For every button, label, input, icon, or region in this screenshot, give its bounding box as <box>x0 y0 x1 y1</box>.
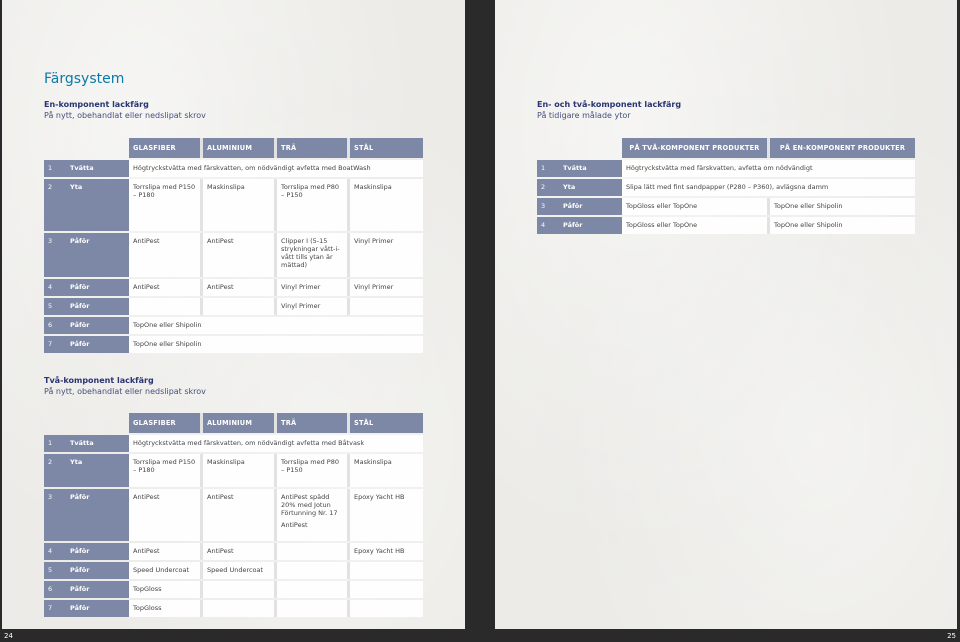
cell: Speed Undercoat <box>129 562 203 579</box>
cell: Maskinslipa <box>350 179 423 231</box>
table-row <box>44 489 423 541</box>
cell: Speed Undercoat <box>203 562 277 579</box>
row-number: 7 <box>44 600 66 617</box>
row-number: 3 <box>537 198 559 215</box>
table-header-row <box>537 138 915 158</box>
cell: Torrslipa med P150 – P180 <box>129 454 203 487</box>
section3-subtitle: På tidigare målade ytor <box>537 111 631 120</box>
row-step: Påför <box>66 543 129 560</box>
row-number: 1 <box>44 435 66 452</box>
table-row <box>44 298 423 315</box>
cell <box>350 581 423 598</box>
col-header-tra: TRÄ <box>277 413 350 433</box>
row-span-text: TopOne eller Shipolin <box>129 317 423 334</box>
row-step: Yta <box>66 179 129 231</box>
table-row <box>44 279 423 296</box>
table-header-row <box>44 138 423 158</box>
cell <box>277 543 350 560</box>
table-en-komponent <box>44 136 423 355</box>
table-row <box>44 543 423 560</box>
row-number: 1 <box>44 160 66 177</box>
cell <box>277 581 350 598</box>
table-row <box>44 160 423 177</box>
row-span-text: Högtryckstvätta med färskvatten, avfetta om nödvändigt <box>622 160 915 177</box>
cell <box>277 600 350 617</box>
cell: TopGloss eller TopOne <box>622 198 770 215</box>
cell: Epoxy Yacht HB <box>350 543 423 560</box>
section1-subtitle: På nytt, obehandlat eller nedslipat skrov <box>44 111 206 120</box>
table-row <box>537 217 915 234</box>
col-header-aluminium: ALUMINIUM <box>203 413 277 433</box>
section3-heading: En- och två-komponent lackfärg <box>537 100 682 109</box>
cell: AntiPest <box>129 543 203 560</box>
cell: Vinyl Primer <box>350 233 423 277</box>
table-row <box>44 454 423 487</box>
table-tva-komponent <box>44 411 423 619</box>
section1-heading: En-komponent lackfärg <box>44 100 149 109</box>
table-header-row <box>44 413 423 433</box>
table-row <box>44 435 423 452</box>
row-step: Yta <box>559 179 622 196</box>
row-number: 4 <box>44 543 66 560</box>
cell: AntiPest <box>203 543 277 560</box>
row-span-text: Högtryckstvätta med färskvatten, om nödvändigt avfetta med BoatWash <box>129 160 423 177</box>
cell <box>203 298 277 315</box>
cell <box>350 562 423 579</box>
cell: Torrslipa med P80 – P150 <box>277 179 350 231</box>
col-header-aluminium: ALUMINIUM <box>203 138 277 158</box>
cell <box>350 298 423 315</box>
cell: TopGloss <box>129 600 203 617</box>
page-title: Färgsystem <box>44 71 125 87</box>
row-number: 2 <box>537 179 559 196</box>
col-header-glasfiber: GLASFIBER <box>129 138 203 158</box>
row-step: Påför <box>66 233 129 277</box>
row-number: 3 <box>44 233 66 277</box>
row-step: Påför <box>66 317 129 334</box>
row-number: 6 <box>44 317 66 334</box>
row-span-text: TopOne eller Shipolin <box>129 336 423 353</box>
row-span-text: Högtryckstvätta med färskvatten, om nödvändigt avfetta med Båtvask <box>129 435 423 452</box>
cell: Clipper I (5-15 strykningar vått-i-vått tills ytan är mättad) <box>277 233 350 277</box>
cell <box>350 600 423 617</box>
cell: AntiPest <box>203 233 277 277</box>
left-page <box>2 0 465 629</box>
row-number: 6 <box>44 581 66 598</box>
cell <box>203 600 277 617</box>
row-step: Påför <box>66 581 129 598</box>
col-header-stal: STÅL <box>350 413 423 433</box>
row-number: 1 <box>537 160 559 177</box>
table-row <box>44 600 423 617</box>
col-header-stal: STÅL <box>350 138 423 158</box>
cell-multi <box>277 489 350 541</box>
section2-heading: Två-komponent lackfärg <box>44 376 154 385</box>
row-step: Påför <box>559 198 622 215</box>
table-tidigare-malade <box>537 136 915 236</box>
cell: Torrslipa med P150 – P180 <box>129 179 203 231</box>
page-number-right: 25 <box>947 632 956 640</box>
table-row <box>44 336 423 353</box>
cell: Epoxy Yacht HB <box>350 489 423 541</box>
table-row <box>537 160 915 177</box>
row-number: 2 <box>44 179 66 231</box>
table-row <box>537 198 915 215</box>
row-step: Tvätta <box>66 435 129 452</box>
table-row <box>44 581 423 598</box>
col-header-tva-komponent: PÅ TVÅ-KOMPONENT PRODUKTER <box>622 138 770 158</box>
table-row <box>44 179 423 231</box>
row-step: Yta <box>66 454 129 487</box>
cell: AntiPest <box>203 279 277 296</box>
cell: TopOne eller Shipolin <box>770 198 915 215</box>
row-step: Tvätta <box>66 160 129 177</box>
cell-text-extra: AntiPest <box>281 521 308 529</box>
cell: AntiPest <box>129 489 203 541</box>
row-span-text: Slipa lätt med fint sandpapper (P280 – P360), avlägsna damm <box>622 179 915 196</box>
cell: AntiPest <box>203 489 277 541</box>
row-number: 4 <box>537 217 559 234</box>
row-number: 5 <box>44 562 66 579</box>
row-step: Tvätta <box>559 160 622 177</box>
col-header-tra: TRÄ <box>277 138 350 158</box>
cell: TopGloss <box>129 581 203 598</box>
col-header-glasfiber: GLASFIBER <box>129 413 203 433</box>
row-number: 5 <box>44 298 66 315</box>
row-step: Påför <box>66 562 129 579</box>
table-row <box>537 179 915 196</box>
cell: Maskinslipa <box>203 454 277 487</box>
cell: Maskinslipa <box>350 454 423 487</box>
row-step: Påför <box>66 279 129 296</box>
row-step: Påför <box>559 217 622 234</box>
cell: Torrslipa med P80 – P150 <box>277 454 350 487</box>
row-number: 3 <box>44 489 66 541</box>
cell <box>277 562 350 579</box>
cell: TopOne eller Shipolin <box>770 217 915 234</box>
cell: Vinyl Primer <box>350 279 423 296</box>
row-number: 4 <box>44 279 66 296</box>
table-row <box>44 233 423 277</box>
table-row <box>44 317 423 334</box>
cell: Vinyl Primer <box>277 279 350 296</box>
table-row <box>44 562 423 579</box>
row-number: 2 <box>44 454 66 487</box>
row-step: Påför <box>66 600 129 617</box>
cell <box>129 298 203 315</box>
right-page <box>495 0 957 629</box>
cell: AntiPest <box>129 279 203 296</box>
cell-text: AntiPest spädd 20% med Jotun Förtunning Nr. 17 <box>281 493 338 517</box>
cell: TopGloss eller TopOne <box>622 217 770 234</box>
cell: Maskinslipa <box>203 179 277 231</box>
page-number-left: 24 <box>4 632 13 640</box>
cell: Vinyl Primer <box>277 298 350 315</box>
section2-subtitle: På nytt, obehandlat eller nedslipat skrov <box>44 387 206 396</box>
cell: AntiPest <box>129 233 203 277</box>
col-header-en-komponent: PÅ EN-KOMPONENT PRODUKTER <box>770 138 915 158</box>
row-step: Påför <box>66 489 129 541</box>
row-number: 7 <box>44 336 66 353</box>
row-step: Påför <box>66 298 129 315</box>
row-step: Påför <box>66 336 129 353</box>
cell <box>203 581 277 598</box>
